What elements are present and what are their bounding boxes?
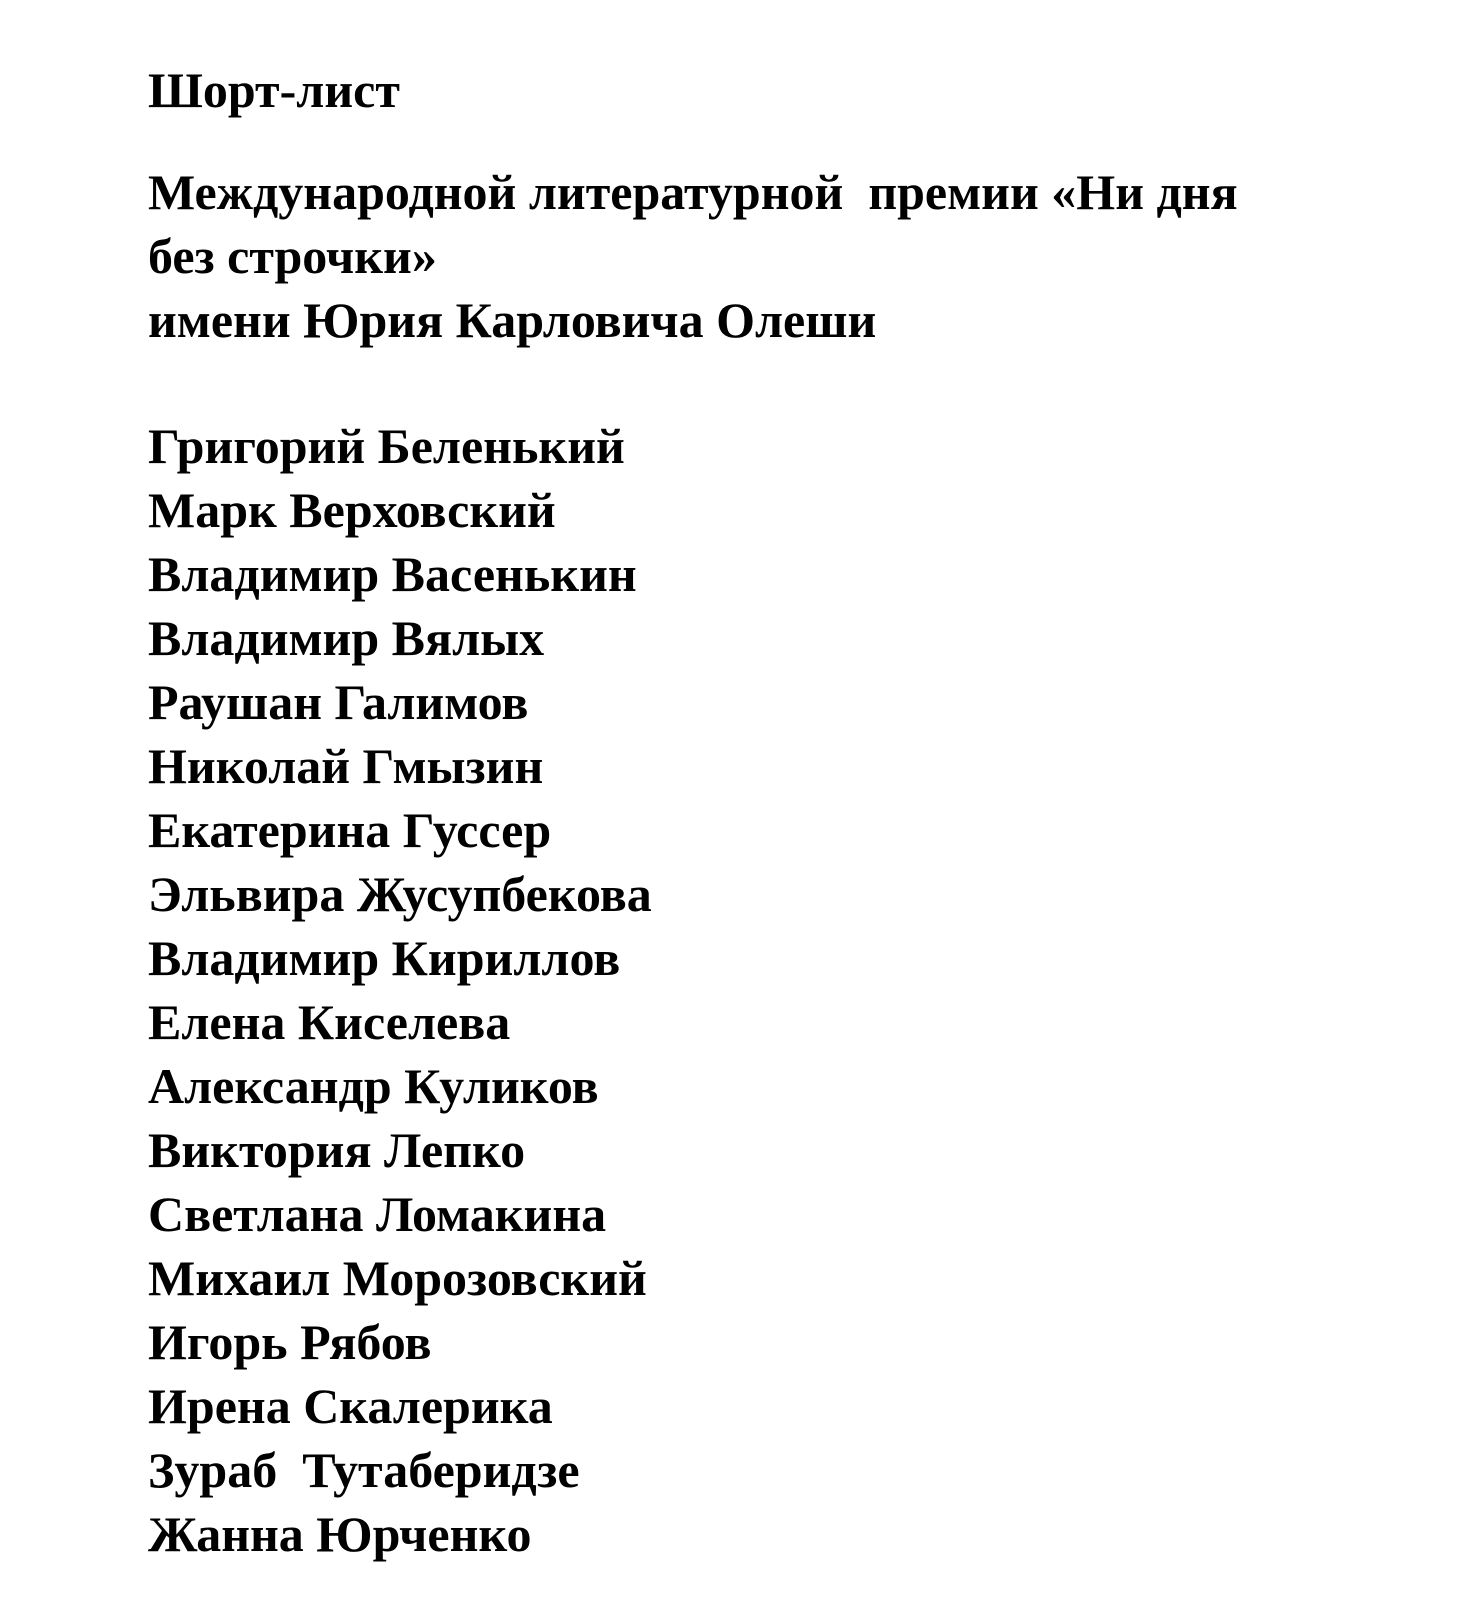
- nominee-name: Жанна Юрченко: [148, 1506, 532, 1562]
- nominee-name: Владимир Кириллов: [148, 930, 621, 986]
- nominee-name: Светлана Ломакина: [148, 1186, 607, 1242]
- nominee-name: Зураб Тутаберидзе: [148, 1442, 580, 1498]
- nominee-name: Екатерина Гуссер: [148, 802, 552, 858]
- nominee-name: Игорь Рябов: [148, 1314, 432, 1370]
- nominee-list: [148, 352, 1428, 1566]
- nominee-name: Владимир Васенькин: [148, 546, 637, 602]
- nominee-name: Михаил Морозовский: [148, 1250, 647, 1306]
- award-title: [148, 122, 1428, 352]
- award-title-line: Международной литературной премии «Ни дня: [148, 164, 1238, 220]
- nominee-name: Николай Гмызин: [148, 738, 544, 794]
- nominee-name: Александр Куликов: [148, 1058, 599, 1114]
- nominee-name: Ирена Скалерика: [148, 1378, 553, 1434]
- nominee-name: Марк Верховский: [148, 482, 556, 538]
- nominee-name: Владимир Вялых: [148, 610, 545, 666]
- document-page: [148, 58, 1428, 1566]
- nominee-name: Григорий Беленький: [148, 418, 625, 474]
- nominee-name: Виктория Лепко: [148, 1122, 526, 1178]
- nominee-name: Эльвира Жусупбекова: [148, 866, 652, 922]
- award-title-line: без строчки»: [148, 228, 437, 284]
- award-title-line: имени Юрия Карловича Олеши: [148, 292, 877, 348]
- shortlist-heading: Шорт-лист: [148, 62, 400, 118]
- nominee-name: Раушан Галимов: [148, 674, 529, 730]
- nominee-name: Елена Киселева: [148, 994, 511, 1050]
